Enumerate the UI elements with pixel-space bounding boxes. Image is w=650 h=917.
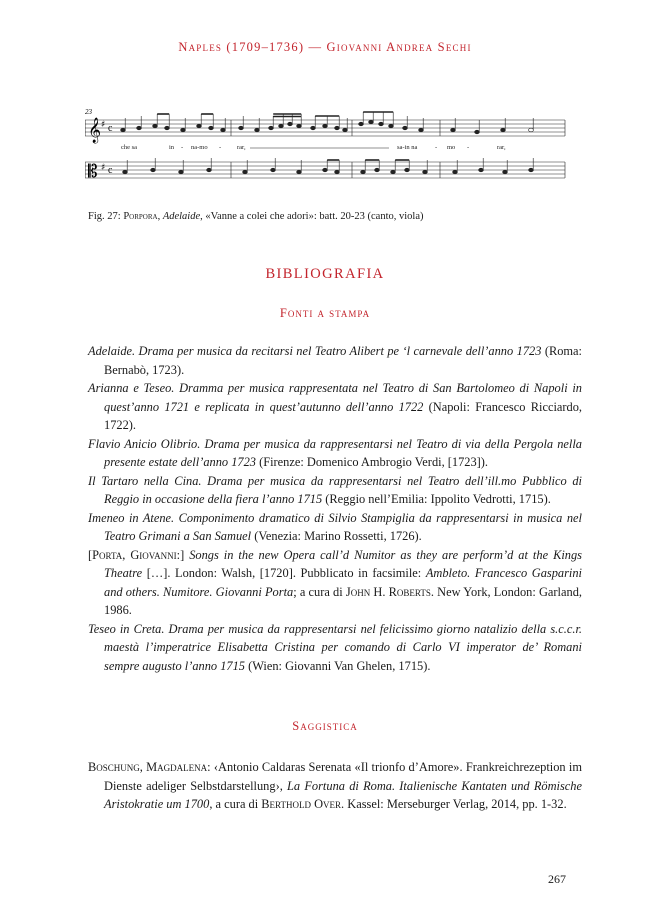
caption-composer: Porpora (123, 211, 158, 222)
alto-clef-icon: 𝄡 (88, 162, 98, 182)
bib-entry-teseo: Teseo in Creta. Drama per musica da rappresentarsi nel felicissimo giorno natalizio della s.c.c.r. maestà l’imperatrice Elisabetta Cristina per comando di Carlo VI imperator de’ Romani sempre augusto l’anno 1715 (Wien: Giovanni Van Ghelen, 1715). (88, 621, 582, 673)
lyric-9: mo (447, 144, 456, 151)
lyric-8: - (435, 144, 438, 151)
page-number: 267 (548, 872, 566, 886)
fonti-list (88, 342, 582, 675)
lyric-2: in (169, 144, 175, 151)
bib-entry: Adelaide. Drama per musica da recitarsi nel Teatro Alibert pe ‘l carnevale dell’anno 1723 (Roma: Bernabò, 1723). (88, 344, 582, 377)
saggistica-list (88, 758, 582, 814)
canto-notes (121, 112, 534, 134)
lyric-11: rar, (497, 144, 506, 151)
bib-entry-porta: [Porta, Giovanni:] Songs in the new Opera call’d Numitor as they are perform’d at the Kings Theatre […]. London: Walsh, [1720]. Pubblicato in facsimile: Ambleto. Francesco Gasparini and others. Numitore. Giovanni Porta; a cura di John H. Roberts. New York, London: Garland, 1986. (88, 547, 583, 617)
music-score (85, 100, 567, 190)
key-signature-sharp-2: ♯ (101, 163, 106, 173)
lyric-5: - (219, 144, 222, 151)
lyric-3: - (181, 144, 184, 151)
bib-entry: Imeneo in Atene. Componimento dramatico di Silvio Stampiglia da rappresentarsi in musica nel Teatro Grimani a San Samuel (Venezia: Marino Rossetti, 1726). (88, 510, 582, 543)
bib-entry: Il Tartaro nella Cina. Drama per musica da rappresentarsi nel Teatro dell’ill.mo Pubblico di Reggio in occasione della fiera l’anno 1715 (Reggio nell’Emilia: Ippolito Vedrotti, 1715). (88, 473, 582, 506)
bib-entry: Flavio Anicio Olibrio. Drama per musica da rappresentarsi nel Teatro di via della Pergola nella presente estate dell’anno 1723 (Firenze: Domenico Ambrogio Verdi, [1723]). (88, 436, 582, 469)
lyric-4: na-mo (191, 144, 208, 151)
running-head: Naples (1709–1736) — Giovanni Andrea Sechi (178, 40, 472, 54)
time-signature-2: c (108, 165, 113, 176)
time-signature: c (108, 123, 113, 134)
lyric-1: che sa (121, 144, 138, 151)
key-signature-sharp: ♯ (101, 120, 106, 130)
caption-prefix: Fig. 27: (88, 211, 124, 222)
bibliography-heading: BIBLIOGRAFIA (265, 266, 385, 282)
fonti-heading: Fonti a stampa (279, 306, 371, 320)
caption-separator: , (157, 211, 163, 222)
lyric-6: rar, (237, 144, 246, 151)
saggistica-heading: Saggistica (292, 719, 358, 733)
caption-rest: , «Vanne a colei che adori»: batt. 20-23 (canto, viola) (200, 211, 424, 222)
caption-work: Adelaide (162, 211, 201, 222)
lyric-7: sa-in na (397, 144, 418, 151)
figure-caption (88, 210, 578, 224)
bib-entry-boschung: Boschung, Magdalena: ‹Antonio Caldaras Serenata «Il trionfo d’Amore». Frankreichrezeption im Dienste adeliger Selbstdarstellung›, La Fortuna di Roma. Italienische Kantaten und Römische Aristokratie um 1700, a cura di Berthold Over. Kassel: Merseburger Verlag, 2014, pp. 1-32. (88, 760, 582, 811)
lyric-10: - (467, 144, 470, 151)
measure-number: 23 (85, 108, 92, 116)
treble-clef-icon: 𝄞 (88, 118, 102, 143)
bib-entry: Arianna e Teseo. Dramma per musica rappresentata nel Teatro di San Bartolomeo di Napoli in quest’anno 1721 e replicata in quest’autunno dell’anno 1722 (Napoli: Francesco Ricciardo, 1722). (88, 381, 582, 432)
